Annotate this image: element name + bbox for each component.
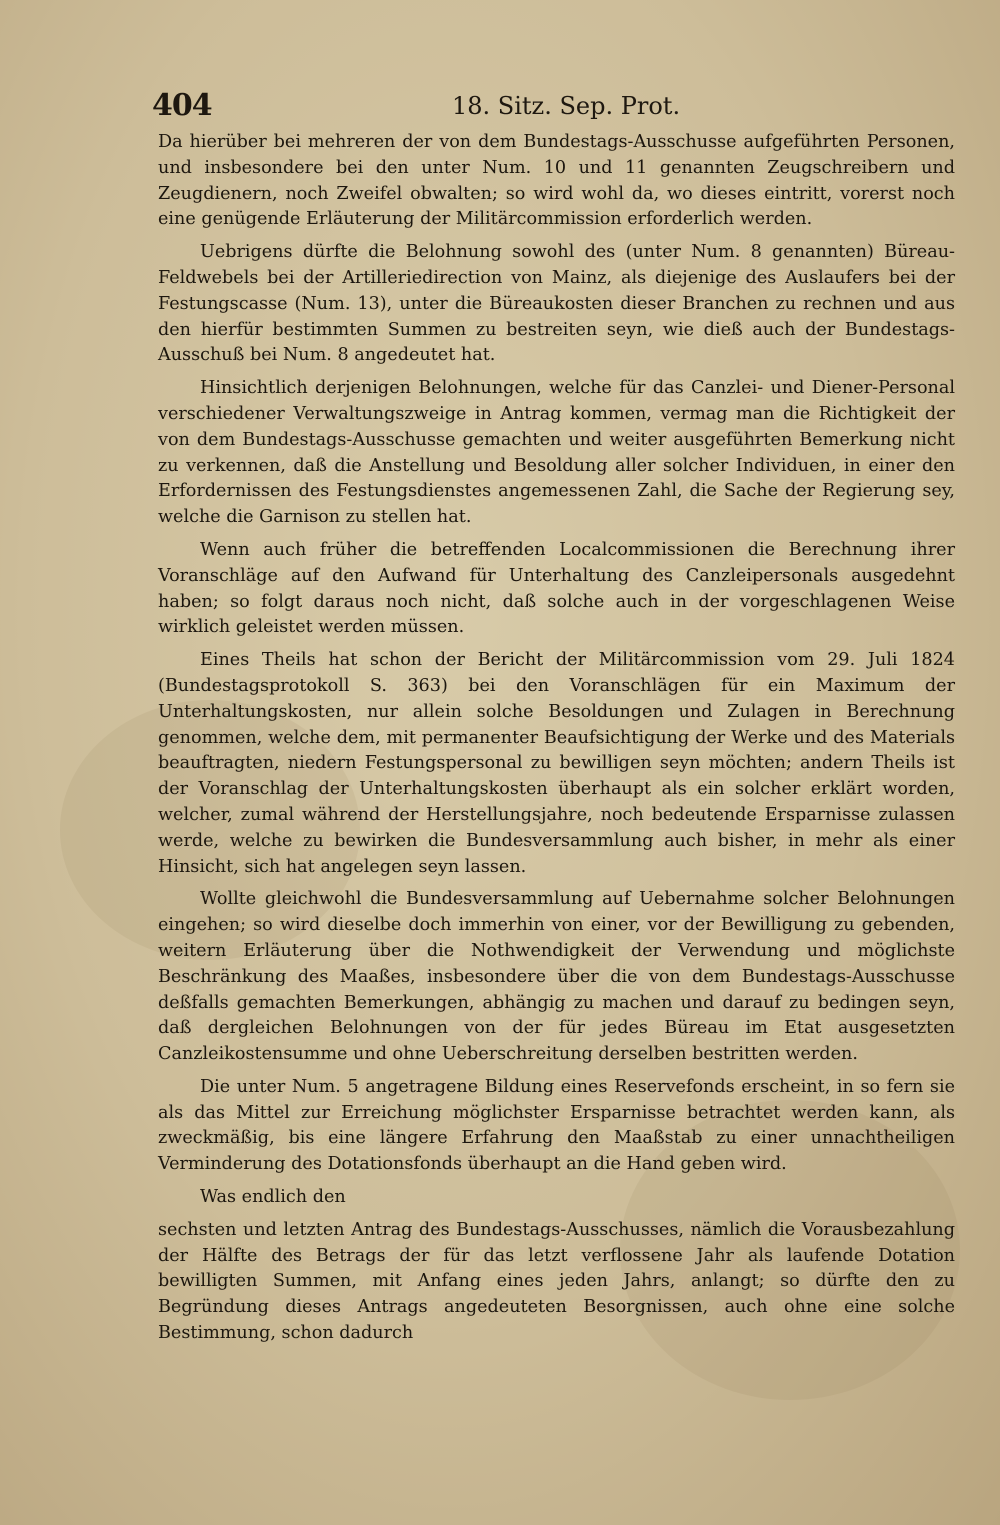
body-text xyxy=(158,130,955,1354)
page-number: 404 xyxy=(152,88,212,123)
paragraph-5: Eines Theils hat schon der Bericht der Militärcommission vom 29. Juli 1824 (Bundestagsprotokoll S. 363) bei den Voranschlägen für ein Maximum der Unterhaltungskosten, nur allein solche Besoldungen und Zulagen in Berechnung genommen, welche dem, mit permanenter Beaufsichtigung der Werke und des Materials beauftragten, niedern Festungspersonal zu bewilligen seyn möchten; andern Theils ist der Voranschlag der Unterhaltungskosten überhaupt als ein solcher erklärt worden, welcher, zumal während der Herstellungsjahre, noch bedeutende Ersparnisse zulassen werde, welche zu bewirken die Bundesversammlung auch bisher, in mehr als einer Hinsicht, sich hat angelegen seyn lassen. xyxy=(158,650,955,877)
paragraph-8: Was endlich den xyxy=(200,1187,346,1208)
paragraph-3: Hinsichtlich derjenigen Belohnungen, welche für das Canzlei- und Diener-Personal verschiedener Verwaltungszweige in Antrag kommen, vermag man die Richtigkeit der von dem Bundestags-Ausschusse gemachten und weiter ausgeführten Bemerkung nicht zu verkennen, daß die Anstellung und Besoldung aller solcher Individuen, in einer den Erfordernissen des Festungsdienstes angemessenen Zahl, die Sache der Regierung sey, welche die Garnison zu stellen hat. xyxy=(158,378,955,528)
page-header xyxy=(152,88,952,128)
paragraph-7: Die unter Num. 5 angetragene Bildung eines Reservefonds erscheint, in so fern sie als das Mittel zur Erreichung möglichster Ersparnisse betrachtet werden kann, als zweckmäßig, bis eine längere Erfahrung den Maaßstab zu einer unnachtheiligen Verminderung des Dotationsfonds überhaupt an die Hand geben wird. xyxy=(158,1076,955,1175)
paragraph-9: sechsten und letzten Antrag des Bundestags-Ausschusses, nämlich die Vorausbezahlung der Hälfte des Betrags der für das letzt verflossene Jahr als laufende Dotation bewilligten Summen, mit Anfang eines jeden Jahrs, anlangt; so dürfte den zu Begründung dieses Antrags angedeuteten Besorgnissen, auch ohne eine solche Bestimmung, schon dadurch xyxy=(158,1219,955,1344)
running-head: 18. Sitz. Sep. Prot. xyxy=(452,92,681,120)
paragraph-1: Da hierüber bei mehreren der von dem Bundestags-Ausschusse aufgeführten Personen, und insbesondere bei den unter Num. 10 und 11 genannten Zeugschreibern und Zeugdienern, noch Zweifel obwalten; so wird wohl da, wo dieses eintritt, vorerst noch eine genügende Erläuterung der Militärcommission erforderlich werden. xyxy=(158,132,955,230)
paragraph-2: Uebrigens dürfte die Belohnung sowohl des (unter Num. 8 genannten) Büreau-Feldwebels bei der Artilleriedirection von Mainz, als diejenige des Auslaufers bei der Festungscasse (Num. 13), unter die Büreaukosten dieser Branchen zu rechnen und aus den hierfür bestimmten Summen zu bestreiten seyn, wie dieß auch der Bundestags-Ausschuß bei Num. 8 angedeutet hat. xyxy=(158,242,955,366)
paragraph-4: Wenn auch früher die betreffenden Localcommissionen die Berechnung ihrer Voranschläge auf den Aufwand für Unterhaltung des Canzleipersonals ausgedehnt haben; so folgt daraus noch nicht, daß solche auch in der vorgeschlagenen Weise wirklich geleistet werden müssen. xyxy=(158,539,955,638)
paragraph-6: Wollte gleichwohl die Bundesversammlung auf Uebernahme solcher Belohnungen eingehen; so wird dieselbe doch immerhin von einer, vor der Bewilligung zu gebenden, weitern Erläuterung über die Nothwendigkeit der Verwendung und möglichste Beschränkung des Maaßes, insbesondere über die von dem Bundestags-Ausschusse deßfalls gemachten Bemerkungen, abhängig zu machen und darauf zu bedingen seyn, daß dergleichen Belohnungen von der für jedes Büreau im Etat ausgesetzten Canzleikostensumme und ohne Ueberschreitung derselben bestritten werden. xyxy=(158,889,955,1065)
